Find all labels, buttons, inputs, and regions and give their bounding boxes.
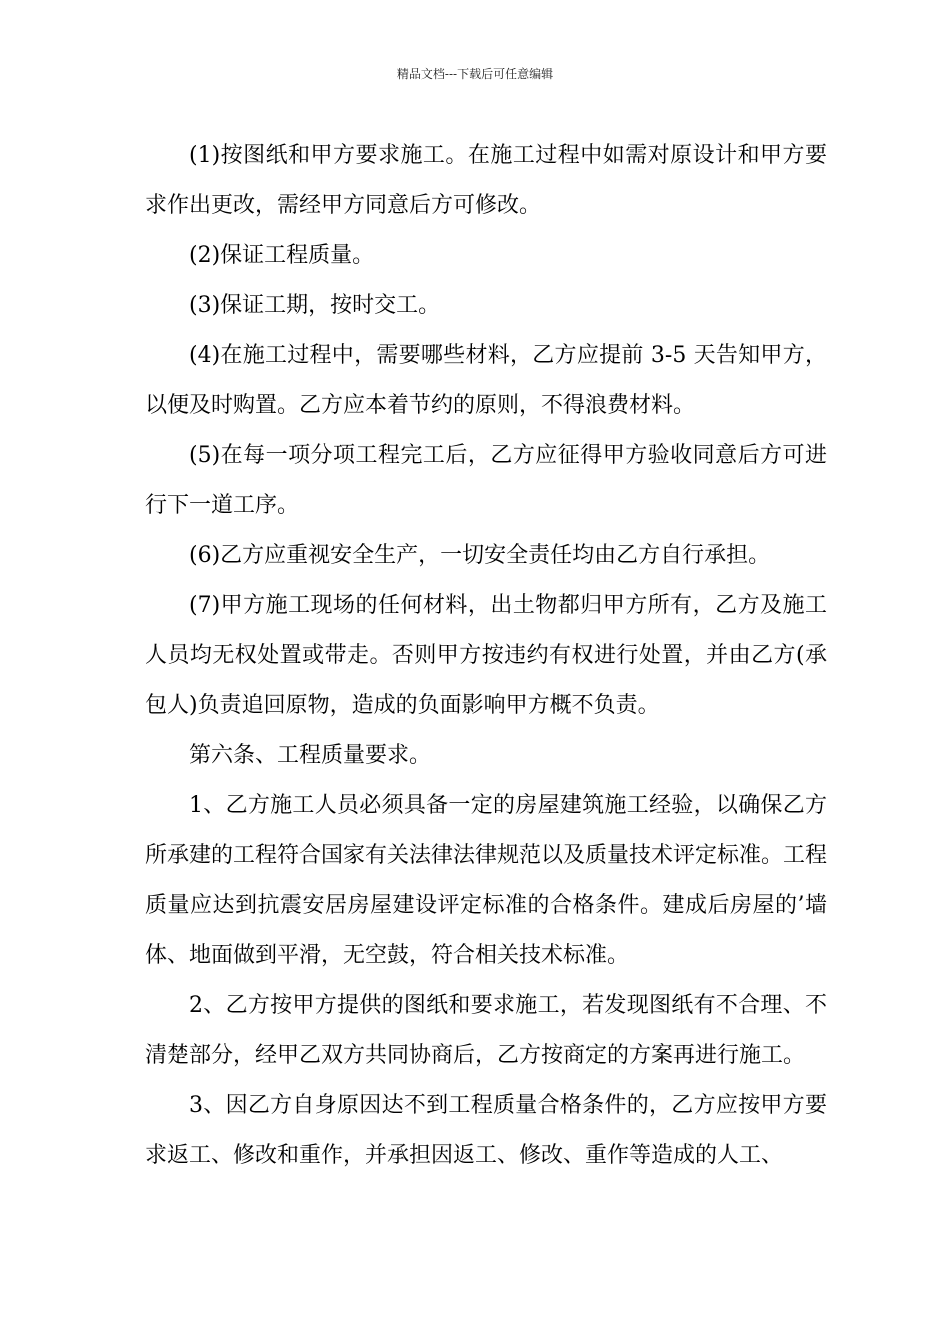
paragraph-item-4: (4)在施工过程中，需要哪些材料，乙方应提前 3-5 天告知甲方，以便及时购置。乙方应本着节约的原则，不得浪费材料。	[145, 343, 827, 418]
paragraph-item-5: (5)在每一项分项工程完工后，乙方应征得甲方验收同意后方可进行下一道工序。	[145, 443, 827, 518]
quality-clause-2: 2、乙方按甲方提供的图纸和要求施工，若发现图纸有不合理、不清楚部分，经甲乙双方共同协商后，乙方按商定的方案再进行施工。	[145, 993, 827, 1068]
paragraph-item-2: (2)保证工程质量。	[189, 243, 375, 268]
document-body	[145, 131, 827, 1181]
paragraph-item-6: (6)乙方应重视安全生产，一切安全责任均由乙方自行承担。	[189, 543, 771, 568]
quality-clause-3: 3、因乙方自身原因达不到工程质量合格条件的，乙方应按甲方要求返工、修改和重作，并承担因返工、修改、重作等造成的人工、	[145, 1093, 827, 1168]
section-heading-article-6: 第六条、工程质量要求。	[189, 743, 432, 768]
page-header: 精品文档---下载后可任意编辑	[396, 67, 554, 81]
quality-clause-1: 1、乙方施工人员必须具备一定的房屋建筑施工经验，以确保乙方所承建的工程符合国家有关法律法律规范以及质量技术评定标准。工程质量应达到抗震安居房屋建设评定标准的合格条件。建成后房屋的’墙体、地面做到平滑，无空鼓，符合相关技术标准。	[145, 793, 828, 968]
paragraph-item-3: (3)保证工期，按时交工。	[189, 293, 441, 318]
paragraph-item-1: (1)按图纸和甲方要求施工。在施工过程中如需对原设计和甲方要求作出更改，需经甲方同意后方可修改。	[145, 143, 827, 218]
paragraph-item-7: (7)甲方施工现场的任何材料，出土物都归甲方所有，乙方及施工人员均无权处置或带走。否则甲方按违约有权进行处置，并由乙方(承包人)负责追回原物，造成的负面影响甲方概不负责。	[145, 593, 827, 718]
